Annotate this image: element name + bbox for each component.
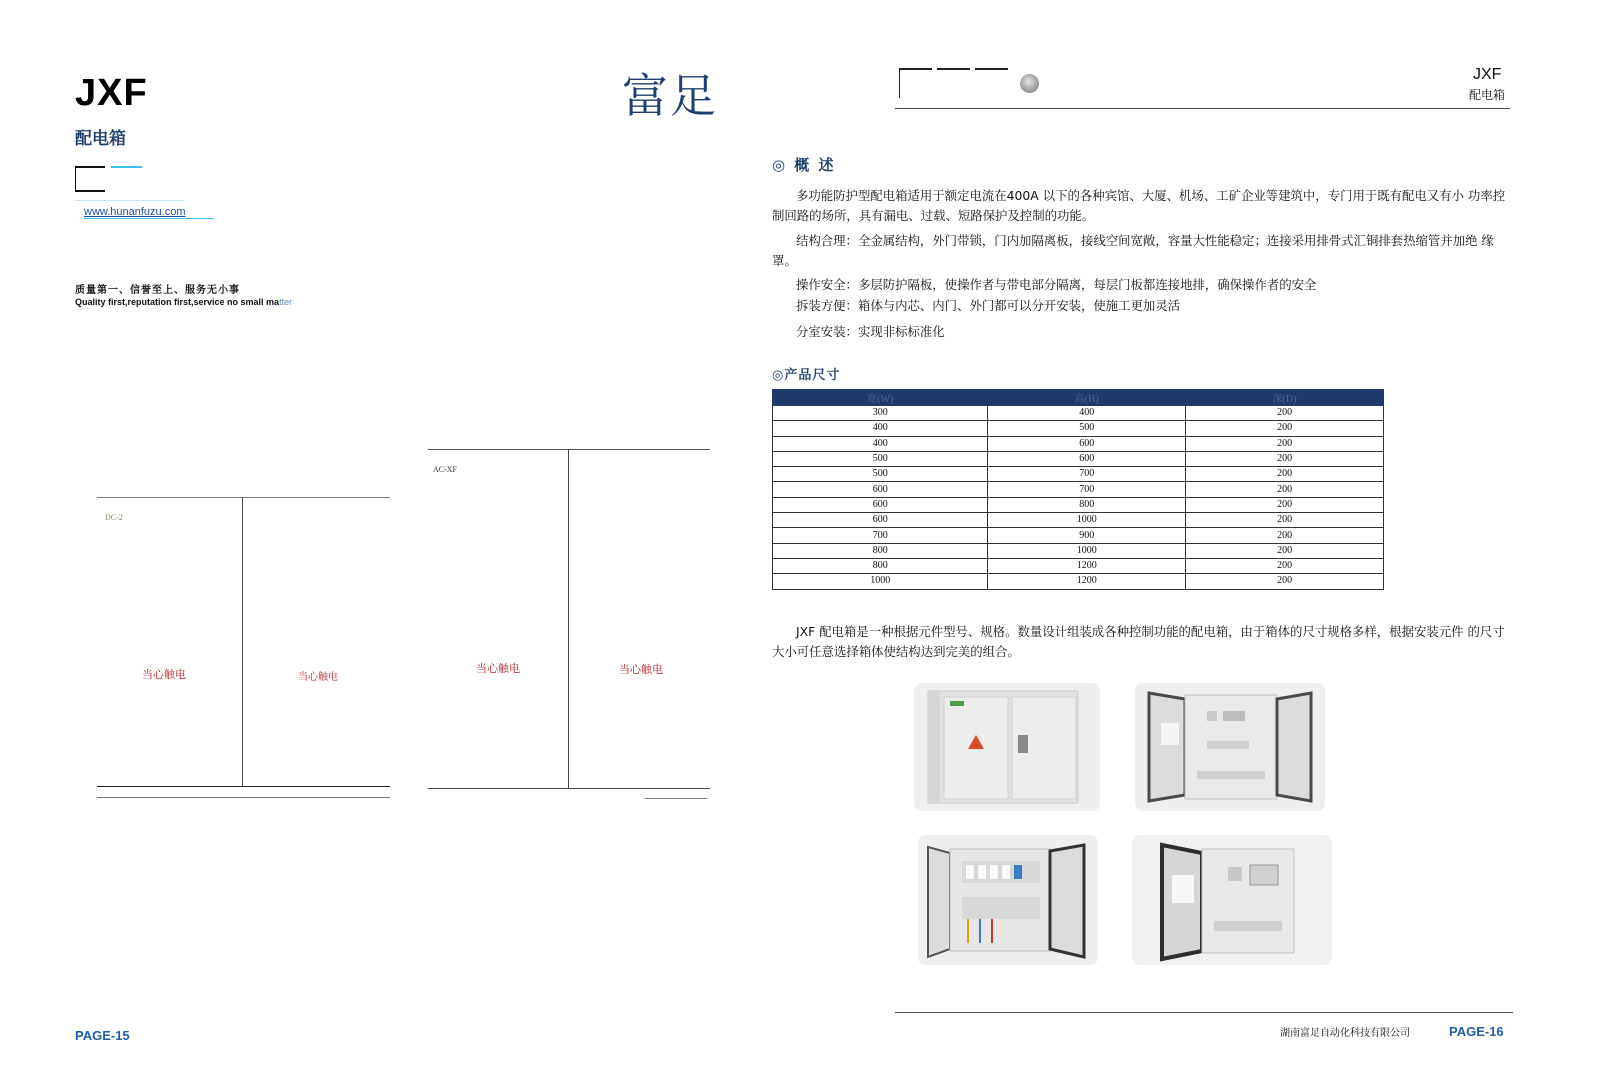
table-cell: 500 <box>988 421 1186 436</box>
diagram-divider <box>242 497 243 787</box>
table-row <box>773 451 1384 466</box>
decor-line <box>75 190 105 192</box>
table-cell: 1200 <box>988 558 1186 573</box>
decor-line-accent <box>111 166 142 168</box>
diagram-label: AC-XF <box>433 465 458 474</box>
table-row <box>773 574 1384 589</box>
website-link[interactable]: www.hunanfuzu.com <box>84 206 186 218</box>
table-cell: 200 <box>1186 406 1384 421</box>
install-paragraph: 拆装方便：箱体与内芯、内门、外门都可以分开安装，使施工更加灵活 <box>796 298 1181 313</box>
open-cabinet-breakers-illustration <box>1135 683 1325 811</box>
globe-icon <box>1020 74 1039 93</box>
warning-electric-shock: 当心触电 <box>298 672 338 683</box>
table-row <box>773 528 1384 543</box>
table-row <box>773 482 1384 497</box>
table-cell: 1000 <box>773 574 988 589</box>
page-number-right: PAGE-16 <box>1449 1024 1504 1039</box>
header-title: JXF <box>1473 66 1502 83</box>
table-row <box>773 406 1384 421</box>
header-decor-line <box>975 68 1008 70</box>
brand-logo: 富足 <box>622 69 718 123</box>
table-cell: 200 <box>1186 558 1384 573</box>
table-cell: 200 <box>1186 421 1384 436</box>
header-rule <box>895 108 1510 109</box>
table-cell: 200 <box>1186 497 1384 512</box>
table-cell: 600 <box>988 436 1186 451</box>
table-cell: 200 <box>1186 436 1384 451</box>
table-cell: 700 <box>988 467 1186 482</box>
table-cell: 600 <box>988 451 1186 466</box>
size-heading: ◎产品尺寸 <box>772 368 841 383</box>
slogan-english-tail: tter <box>279 297 293 307</box>
table-cell: 1000 <box>988 513 1186 528</box>
slogan-english-main: Quality first,reputation first,service no small ma <box>75 297 280 307</box>
table-row <box>773 543 1384 558</box>
table-cell: 200 <box>1186 482 1384 497</box>
table-row <box>773 436 1384 451</box>
table-header-width: 宽(W) <box>773 390 988 406</box>
decor-line-vertical <box>75 168 76 190</box>
warning-electric-shock: 当心触电 <box>476 662 520 675</box>
header-decor-vertical <box>899 68 900 98</box>
table-cell: 200 <box>1186 451 1384 466</box>
table-cell: 700 <box>988 482 1186 497</box>
table-row <box>773 513 1384 528</box>
diagram-bottom-line <box>97 786 390 787</box>
table-row <box>773 497 1384 512</box>
table-cell: 200 <box>1186 513 1384 528</box>
product-subtitle: 配电箱 <box>75 129 126 149</box>
warning-electric-shock: 当心触电 <box>142 668 186 681</box>
table-cell: 200 <box>1186 528 1384 543</box>
website-underline <box>84 218 214 219</box>
diagram-base-line <box>97 797 390 798</box>
table-cell: 600 <box>773 513 988 528</box>
company-name: 湖南富足自动化科技有限公司 <box>1280 1028 1410 1039</box>
table-cell: 800 <box>773 558 988 573</box>
page-number-left: PAGE-15 <box>75 1028 130 1043</box>
header-subtitle: 配电箱 <box>1469 88 1506 102</box>
diagram-label: DC-2 <box>105 513 123 522</box>
table-cell: 900 <box>988 528 1186 543</box>
table-cell: 400 <box>988 406 1186 421</box>
table-cell: 600 <box>773 482 988 497</box>
slogan-english <box>75 297 292 307</box>
table-row <box>773 467 1384 482</box>
diagram-top-line <box>97 497 390 498</box>
table-cell: 200 <box>1186 543 1384 558</box>
warning-electric-shock: 当心触电 <box>619 663 663 676</box>
table-header-depth: 深(D) <box>1186 390 1384 406</box>
table-cell: 500 <box>773 451 988 466</box>
table-cell: 600 <box>773 497 988 512</box>
header-decor-line <box>937 68 970 70</box>
closed-cabinet-illustration <box>914 683 1100 811</box>
open-cabinet-breakers-photo <box>1135 683 1325 811</box>
compartment-paragraph: 分室安装：实现非标标准化 <box>796 324 945 339</box>
table-cell: 300 <box>773 406 988 421</box>
size-table <box>772 389 1384 590</box>
diagram-top-line <box>428 449 710 450</box>
overview-heading: ◎ 概 述 <box>772 156 836 174</box>
table-row <box>773 421 1384 436</box>
table-header-row <box>773 390 1384 406</box>
decor-line <box>75 166 105 168</box>
diagram-bottom-line <box>428 788 710 789</box>
overview-paragraph: 多功能防护型配电箱适用于额定电流在400A 以下的各种宾馆、大厦、机场、工矿企业等建筑中，专门用于既有配电又有小 功率控制回路的场所，具有漏电、过载、短路保护及控制的功能。 <box>772 188 1506 223</box>
table-cell: 200 <box>1186 467 1384 482</box>
table-cell: 200 <box>1186 574 1384 589</box>
diagram-divider <box>568 449 569 788</box>
structure-paragraph: 结构合理：全金属结构，外门带锁，门内加隔离板，接线空间宽敞，容量大性能稳定；连接采用排骨式汇铜排套热缩管并加绝 缘罩。 <box>772 233 1494 268</box>
table-cell: 700 <box>773 528 988 543</box>
description-paragraph: JXF 配电箱是一种根据元件型号、规格。数量设计组装成各种控制功能的配电箱，由于箱体的尺寸规格多样，根据安装元件 的尺寸大小可任意选择箱体使结构达到完美的组合。 <box>772 624 1505 659</box>
open-cabinet-wiring-photo <box>918 835 1098 965</box>
table-cell: 400 <box>773 421 988 436</box>
closed-cabinet-photo <box>914 683 1100 811</box>
open-cabinet-meter-photo <box>1132 835 1332 965</box>
product-title: JXF <box>75 72 148 114</box>
safety-paragraph: 操作安全：多层防护隔板，使操作者与带电部分隔离，每层门板都连接地排，确保操作者的安全 <box>796 277 1317 292</box>
table-row <box>773 558 1384 573</box>
decor-line-light <box>75 200 185 201</box>
open-cabinet-meter-illustration <box>1132 835 1332 965</box>
table-cell: 400 <box>773 436 988 451</box>
table-cell: 500 <box>773 467 988 482</box>
open-cabinet-wiring-illustration <box>918 835 1098 965</box>
table-header-height: 高(H) <box>988 390 1186 406</box>
footer-rule <box>895 1012 1513 1013</box>
table-cell: 800 <box>988 497 1186 512</box>
table-cell: 1200 <box>988 574 1186 589</box>
diagram-base-line <box>645 798 707 799</box>
table-cell: 800 <box>773 543 988 558</box>
table-cell: 1000 <box>988 543 1186 558</box>
slogan-chinese: 质量第一、信誉至上、服务无小事 <box>75 285 240 296</box>
header-decor-line <box>899 68 932 70</box>
